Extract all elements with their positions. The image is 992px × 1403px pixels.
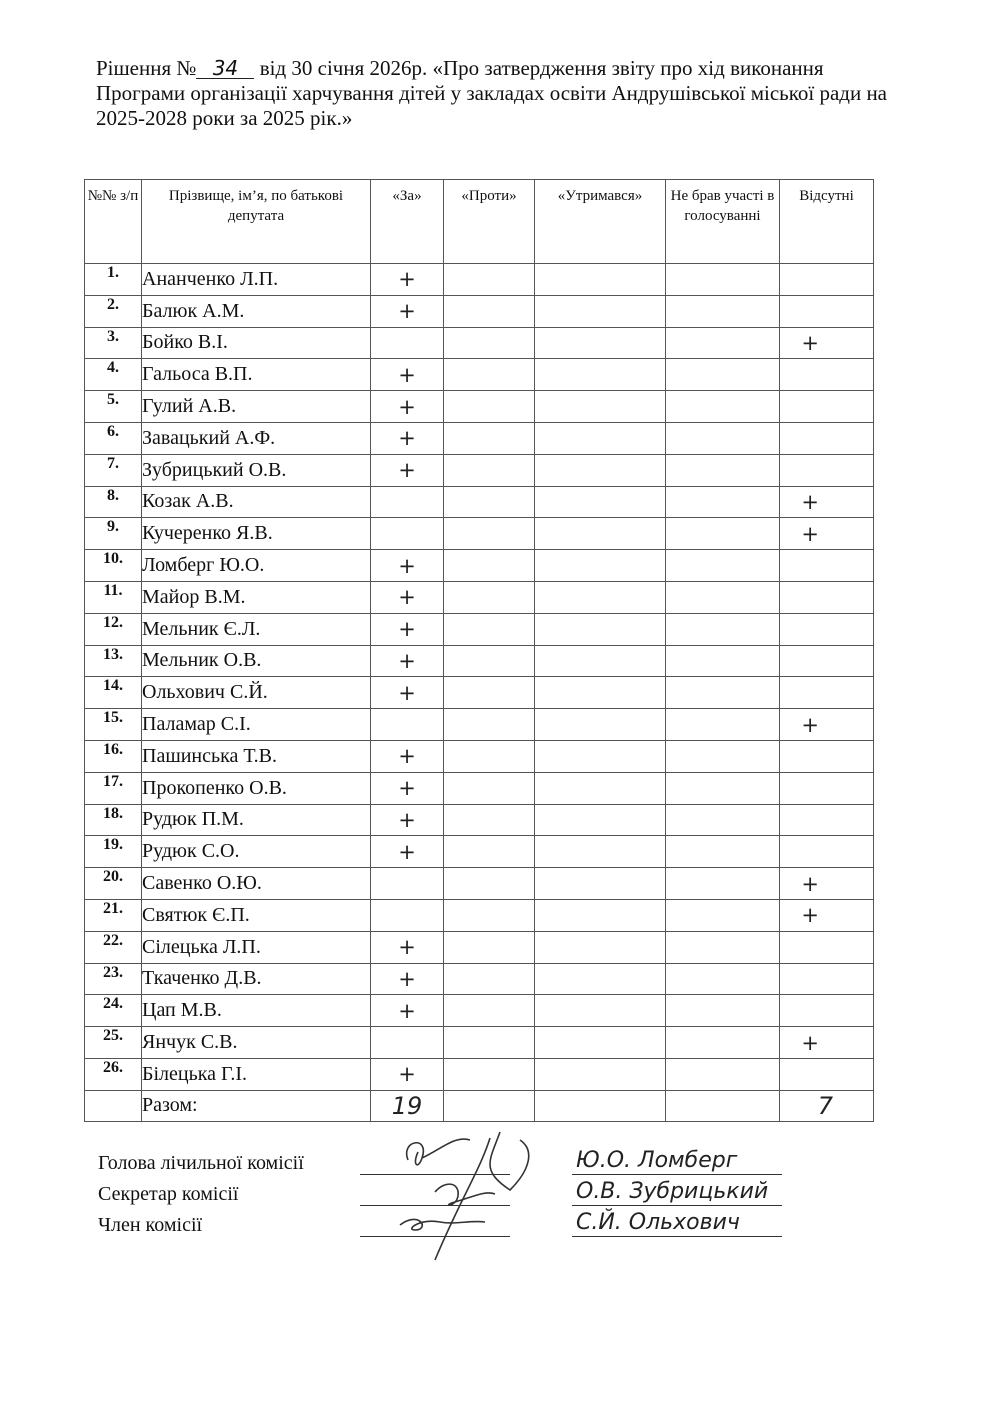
vote-cell-abstain bbox=[535, 327, 666, 359]
vote-cell-for: + bbox=[371, 963, 444, 995]
signature-block bbox=[98, 1150, 878, 1243]
row-number: 11. bbox=[85, 581, 142, 613]
deputy-name: Завацький А.Ф. bbox=[142, 422, 371, 454]
deputy-name: Козак А.В. bbox=[142, 486, 371, 518]
table-row bbox=[85, 772, 874, 804]
table-row bbox=[85, 804, 874, 836]
vote-cell-not-voting bbox=[666, 454, 780, 486]
vote-cell-absent bbox=[780, 295, 874, 327]
vote-cell-against bbox=[444, 295, 535, 327]
decision-number: 34 bbox=[196, 58, 254, 79]
vote-cell-absent bbox=[780, 581, 874, 613]
table-row bbox=[85, 581, 874, 613]
table-row bbox=[85, 931, 874, 963]
vote-cell-not-voting bbox=[666, 772, 780, 804]
vote-cell-not-voting bbox=[666, 327, 780, 359]
vote-cell-abstain bbox=[535, 963, 666, 995]
vote-cell-abstain bbox=[535, 295, 666, 327]
table-row bbox=[85, 518, 874, 550]
vote-cell-against bbox=[444, 677, 535, 709]
row-number: 8. bbox=[85, 486, 142, 518]
row-number: 19. bbox=[85, 836, 142, 868]
vote-cell-not-voting bbox=[666, 1058, 780, 1090]
vote-cell-against bbox=[444, 581, 535, 613]
voting-table bbox=[84, 179, 874, 1122]
signature-line bbox=[360, 1205, 510, 1206]
vote-cell-against bbox=[444, 264, 535, 296]
vote-cell-abstain bbox=[535, 1027, 666, 1059]
vote-cell-against bbox=[444, 963, 535, 995]
row-number: 14. bbox=[85, 677, 142, 709]
vote-cell-for bbox=[371, 1027, 444, 1059]
deputy-name: Сілецька Л.П. bbox=[142, 931, 371, 963]
vote-cell-against bbox=[444, 613, 535, 645]
deputy-name: Святюк Є.П. bbox=[142, 899, 371, 931]
vote-cell-abstain bbox=[535, 677, 666, 709]
row-number: 4. bbox=[85, 359, 142, 391]
vote-cell-absent bbox=[780, 613, 874, 645]
vote-cell-abstain bbox=[535, 359, 666, 391]
vote-cell-absent bbox=[780, 454, 874, 486]
deputy-name: Гулий А.В. bbox=[142, 391, 371, 423]
vote-cell-for: + bbox=[371, 836, 444, 868]
table-row bbox=[85, 645, 874, 677]
total-row bbox=[85, 1090, 874, 1121]
table-row bbox=[85, 295, 874, 327]
vote-cell-not-voting bbox=[666, 422, 780, 454]
vote-cell-abstain bbox=[535, 422, 666, 454]
vote-cell-not-voting bbox=[666, 804, 780, 836]
vote-cell-for: + bbox=[371, 677, 444, 709]
vote-cell-not-voting bbox=[666, 931, 780, 963]
vote-cell-absent bbox=[780, 995, 874, 1027]
vote-cell-absent bbox=[780, 359, 874, 391]
row-number: 16. bbox=[85, 740, 142, 772]
vote-cell-absent: + bbox=[780, 518, 874, 550]
vote-cell-absent: + bbox=[780, 709, 874, 741]
deputy-name: Рудюк П.М. bbox=[142, 804, 371, 836]
vote-cell-not-voting bbox=[666, 391, 780, 423]
deputy-name: Прокопенко О.В. bbox=[142, 772, 371, 804]
decision-prefix: Рішення № bbox=[96, 56, 197, 80]
deputy-name: Гальоса В.П. bbox=[142, 359, 371, 391]
vote-cell-abstain bbox=[535, 868, 666, 900]
vote-cell-abstain bbox=[535, 391, 666, 423]
vote-cell-abstain bbox=[535, 709, 666, 741]
vote-cell-against bbox=[444, 454, 535, 486]
vote-cell-absent bbox=[780, 422, 874, 454]
vote-cell-for bbox=[371, 518, 444, 550]
signature-row bbox=[98, 1150, 878, 1181]
vote-cell-against bbox=[444, 868, 535, 900]
vote-cell-against bbox=[444, 550, 535, 582]
vote-cell-absent bbox=[780, 931, 874, 963]
vote-cell-for bbox=[371, 868, 444, 900]
table-row bbox=[85, 1027, 874, 1059]
vote-cell-not-voting bbox=[666, 486, 780, 518]
name-line bbox=[572, 1205, 782, 1206]
vote-cell-not-voting bbox=[666, 550, 780, 582]
vote-cell-against bbox=[444, 391, 535, 423]
deputy-name: Балюк А.М. bbox=[142, 295, 371, 327]
header-against: «Проти» bbox=[444, 180, 535, 264]
vote-cell-abstain bbox=[535, 931, 666, 963]
vote-cell-absent bbox=[780, 264, 874, 296]
name-line bbox=[572, 1174, 782, 1175]
deputy-name: Бойко В.І. bbox=[142, 327, 371, 359]
vote-cell-absent bbox=[780, 963, 874, 995]
row-number: 3. bbox=[85, 327, 142, 359]
vote-cell-abstain bbox=[535, 836, 666, 868]
row-number: 2. bbox=[85, 295, 142, 327]
row-number: 1. bbox=[85, 264, 142, 296]
row-number: 25. bbox=[85, 1027, 142, 1059]
row-number: 18. bbox=[85, 804, 142, 836]
signature-name: Ю.О. Ломберг bbox=[576, 1148, 738, 1173]
vote-cell-not-voting bbox=[666, 740, 780, 772]
row-number: 7. bbox=[85, 454, 142, 486]
vote-cell-abstain bbox=[535, 740, 666, 772]
table-row bbox=[85, 868, 874, 900]
vote-cell-for bbox=[371, 327, 444, 359]
vote-cell-for: + bbox=[371, 645, 444, 677]
vote-cell-absent: + bbox=[780, 1027, 874, 1059]
vote-cell-not-voting bbox=[666, 899, 780, 931]
vote-cell-abstain bbox=[535, 772, 666, 804]
total-absent: 7 bbox=[780, 1090, 874, 1121]
vote-cell-for: + bbox=[371, 391, 444, 423]
decision-title: від 30 січня 2026р. «Про затвердження звіту про хід виконання Програми організації харчування дітей у закладах освіти Андрушівської міської ради на 2025-2028 роки за 2025 рік.» bbox=[96, 56, 887, 130]
vote-cell-abstain bbox=[535, 454, 666, 486]
vote-cell-against bbox=[444, 740, 535, 772]
vote-cell-abstain bbox=[535, 1058, 666, 1090]
vote-cell-for bbox=[371, 709, 444, 741]
vote-cell-against bbox=[444, 486, 535, 518]
vote-cell-absent bbox=[780, 740, 874, 772]
vote-cell-for: + bbox=[371, 804, 444, 836]
vote-cell-not-voting bbox=[666, 868, 780, 900]
signature-name: О.В. Зубрицький bbox=[576, 1179, 769, 1204]
signature-line bbox=[360, 1174, 510, 1175]
vote-cell-against bbox=[444, 709, 535, 741]
vote-cell-not-voting bbox=[666, 359, 780, 391]
total-against bbox=[444, 1090, 535, 1121]
vote-cell-not-voting bbox=[666, 709, 780, 741]
vote-cell-for: + bbox=[371, 995, 444, 1027]
vote-cell-not-voting bbox=[666, 1027, 780, 1059]
vote-cell-for bbox=[371, 486, 444, 518]
signature-role: Член комісії bbox=[98, 1214, 203, 1236]
vote-cell-not-voting bbox=[666, 677, 780, 709]
header-for: «За» bbox=[371, 180, 444, 264]
table-row bbox=[85, 486, 874, 518]
vote-cell-absent: + bbox=[780, 899, 874, 931]
total-not-voting bbox=[666, 1090, 780, 1121]
deputy-name: Ткаченко Д.В. bbox=[142, 963, 371, 995]
table-row bbox=[85, 899, 874, 931]
vote-cell-not-voting bbox=[666, 264, 780, 296]
vote-cell-not-voting bbox=[666, 295, 780, 327]
table-row bbox=[85, 613, 874, 645]
deputy-name: Паламар С.І. bbox=[142, 709, 371, 741]
vote-cell-absent bbox=[780, 1058, 874, 1090]
vote-cell-not-voting bbox=[666, 645, 780, 677]
vote-cell-against bbox=[444, 931, 535, 963]
vote-cell-against bbox=[444, 804, 535, 836]
signature-role: Секретар комісії bbox=[98, 1183, 239, 1205]
vote-cell-against bbox=[444, 1027, 535, 1059]
row-number: 23. bbox=[85, 963, 142, 995]
table-body bbox=[85, 264, 874, 1091]
deputy-name: Майор В.М. bbox=[142, 581, 371, 613]
vote-cell-absent: + bbox=[780, 868, 874, 900]
row-number: 13. bbox=[85, 645, 142, 677]
vote-cell-against bbox=[444, 518, 535, 550]
row-number: 21. bbox=[85, 899, 142, 931]
vote-cell-for: + bbox=[371, 581, 444, 613]
name-line bbox=[572, 1236, 782, 1237]
deputy-name: Білецька Г.І. bbox=[142, 1058, 371, 1090]
row-number: 9. bbox=[85, 518, 142, 550]
vote-cell-absent bbox=[780, 391, 874, 423]
vote-cell-not-voting bbox=[666, 613, 780, 645]
deputy-name: Ананченко Л.П. bbox=[142, 264, 371, 296]
vote-cell-against bbox=[444, 327, 535, 359]
vote-cell-against bbox=[444, 359, 535, 391]
vote-cell-against bbox=[444, 1058, 535, 1090]
vote-cell-abstain bbox=[535, 995, 666, 1027]
vote-cell-against bbox=[444, 836, 535, 868]
vote-cell-for: + bbox=[371, 454, 444, 486]
header-not-voting: Не брав участі в голосуванні bbox=[666, 180, 780, 264]
table-row bbox=[85, 327, 874, 359]
table-row bbox=[85, 677, 874, 709]
vote-cell-absent bbox=[780, 804, 874, 836]
vote-cell-for: + bbox=[371, 295, 444, 327]
table-row bbox=[85, 359, 874, 391]
deputy-name: Савенко О.Ю. bbox=[142, 868, 371, 900]
table-row bbox=[85, 963, 874, 995]
deputy-name: Мельник О.В. bbox=[142, 645, 371, 677]
vote-cell-against bbox=[444, 422, 535, 454]
vote-cell-abstain bbox=[535, 550, 666, 582]
vote-cell-for: + bbox=[371, 740, 444, 772]
table-row bbox=[85, 422, 874, 454]
header-num: №№ з/п bbox=[85, 180, 142, 264]
vote-cell-absent bbox=[780, 550, 874, 582]
vote-cell-not-voting bbox=[666, 836, 780, 868]
vote-cell-abstain bbox=[535, 804, 666, 836]
header-absent: Відсутні bbox=[780, 180, 874, 264]
vote-cell-abstain bbox=[535, 486, 666, 518]
vote-cell-not-voting bbox=[666, 963, 780, 995]
decision-heading bbox=[96, 56, 916, 131]
vote-cell-for: + bbox=[371, 264, 444, 296]
table-row bbox=[85, 836, 874, 868]
vote-cell-for: + bbox=[371, 359, 444, 391]
table-row bbox=[85, 391, 874, 423]
table-row bbox=[85, 550, 874, 582]
header-abstain: «Утримався» bbox=[535, 180, 666, 264]
row-number: 20. bbox=[85, 868, 142, 900]
vote-cell-absent bbox=[780, 772, 874, 804]
vote-cell-absent: + bbox=[780, 486, 874, 518]
deputy-name: Пашинська Т.В. bbox=[142, 740, 371, 772]
total-abstain bbox=[535, 1090, 666, 1121]
vote-cell-not-voting bbox=[666, 518, 780, 550]
vote-cell-abstain bbox=[535, 518, 666, 550]
vote-cell-abstain bbox=[535, 899, 666, 931]
vote-cell-absent bbox=[780, 836, 874, 868]
signature-line bbox=[360, 1236, 510, 1237]
vote-cell-absent bbox=[780, 677, 874, 709]
signature-name: С.Й. Ольхович bbox=[576, 1210, 740, 1235]
header-name: Прізвище, ім’я, по батькові депутата bbox=[142, 180, 371, 264]
vote-cell-not-voting bbox=[666, 581, 780, 613]
vote-cell-absent bbox=[780, 645, 874, 677]
deputy-name: Цап М.В. bbox=[142, 995, 371, 1027]
table-row bbox=[85, 709, 874, 741]
table-row bbox=[85, 995, 874, 1027]
row-number: 6. bbox=[85, 422, 142, 454]
vote-cell-for: + bbox=[371, 422, 444, 454]
vote-cell-against bbox=[444, 772, 535, 804]
vote-cell-abstain bbox=[535, 581, 666, 613]
row-number: 15. bbox=[85, 709, 142, 741]
vote-cell-against bbox=[444, 899, 535, 931]
row-number: 17. bbox=[85, 772, 142, 804]
vote-cell-for: + bbox=[371, 772, 444, 804]
deputy-name: Янчук С.В. bbox=[142, 1027, 371, 1059]
row-number: 10. bbox=[85, 550, 142, 582]
vote-cell-abstain bbox=[535, 613, 666, 645]
total-num-cell bbox=[85, 1090, 142, 1121]
deputy-name: Ольхович С.Й. bbox=[142, 677, 371, 709]
table-row bbox=[85, 264, 874, 296]
row-number: 5. bbox=[85, 391, 142, 423]
row-number: 22. bbox=[85, 931, 142, 963]
vote-cell-absent: + bbox=[780, 327, 874, 359]
row-number: 24. bbox=[85, 995, 142, 1027]
vote-cell-for: + bbox=[371, 613, 444, 645]
deputy-name: Мельник Є.Л. bbox=[142, 613, 371, 645]
signature-row bbox=[98, 1212, 878, 1243]
row-number: 12. bbox=[85, 613, 142, 645]
table-row bbox=[85, 454, 874, 486]
deputy-name: Кучеренко Я.В. bbox=[142, 518, 371, 550]
total-label: Разом: bbox=[142, 1090, 371, 1121]
table-header-row bbox=[85, 180, 874, 264]
signature-role: Голова лічильної комісії bbox=[98, 1152, 304, 1174]
table-row bbox=[85, 740, 874, 772]
table-row bbox=[85, 1058, 874, 1090]
vote-cell-abstain bbox=[535, 645, 666, 677]
vote-cell-against bbox=[444, 995, 535, 1027]
vote-cell-not-voting bbox=[666, 995, 780, 1027]
vote-cell-for: + bbox=[371, 1058, 444, 1090]
deputy-name: Ломберг Ю.О. bbox=[142, 550, 371, 582]
row-number: 26. bbox=[85, 1058, 142, 1090]
vote-cell-for: + bbox=[371, 931, 444, 963]
vote-cell-against bbox=[444, 645, 535, 677]
deputy-name: Рудюк С.О. bbox=[142, 836, 371, 868]
signature-row bbox=[98, 1181, 878, 1212]
vote-cell-for bbox=[371, 899, 444, 931]
deputy-name: Зубрицький О.В. bbox=[142, 454, 371, 486]
total-for: 19 bbox=[371, 1090, 444, 1121]
vote-cell-abstain bbox=[535, 264, 666, 296]
vote-cell-for: + bbox=[371, 550, 444, 582]
